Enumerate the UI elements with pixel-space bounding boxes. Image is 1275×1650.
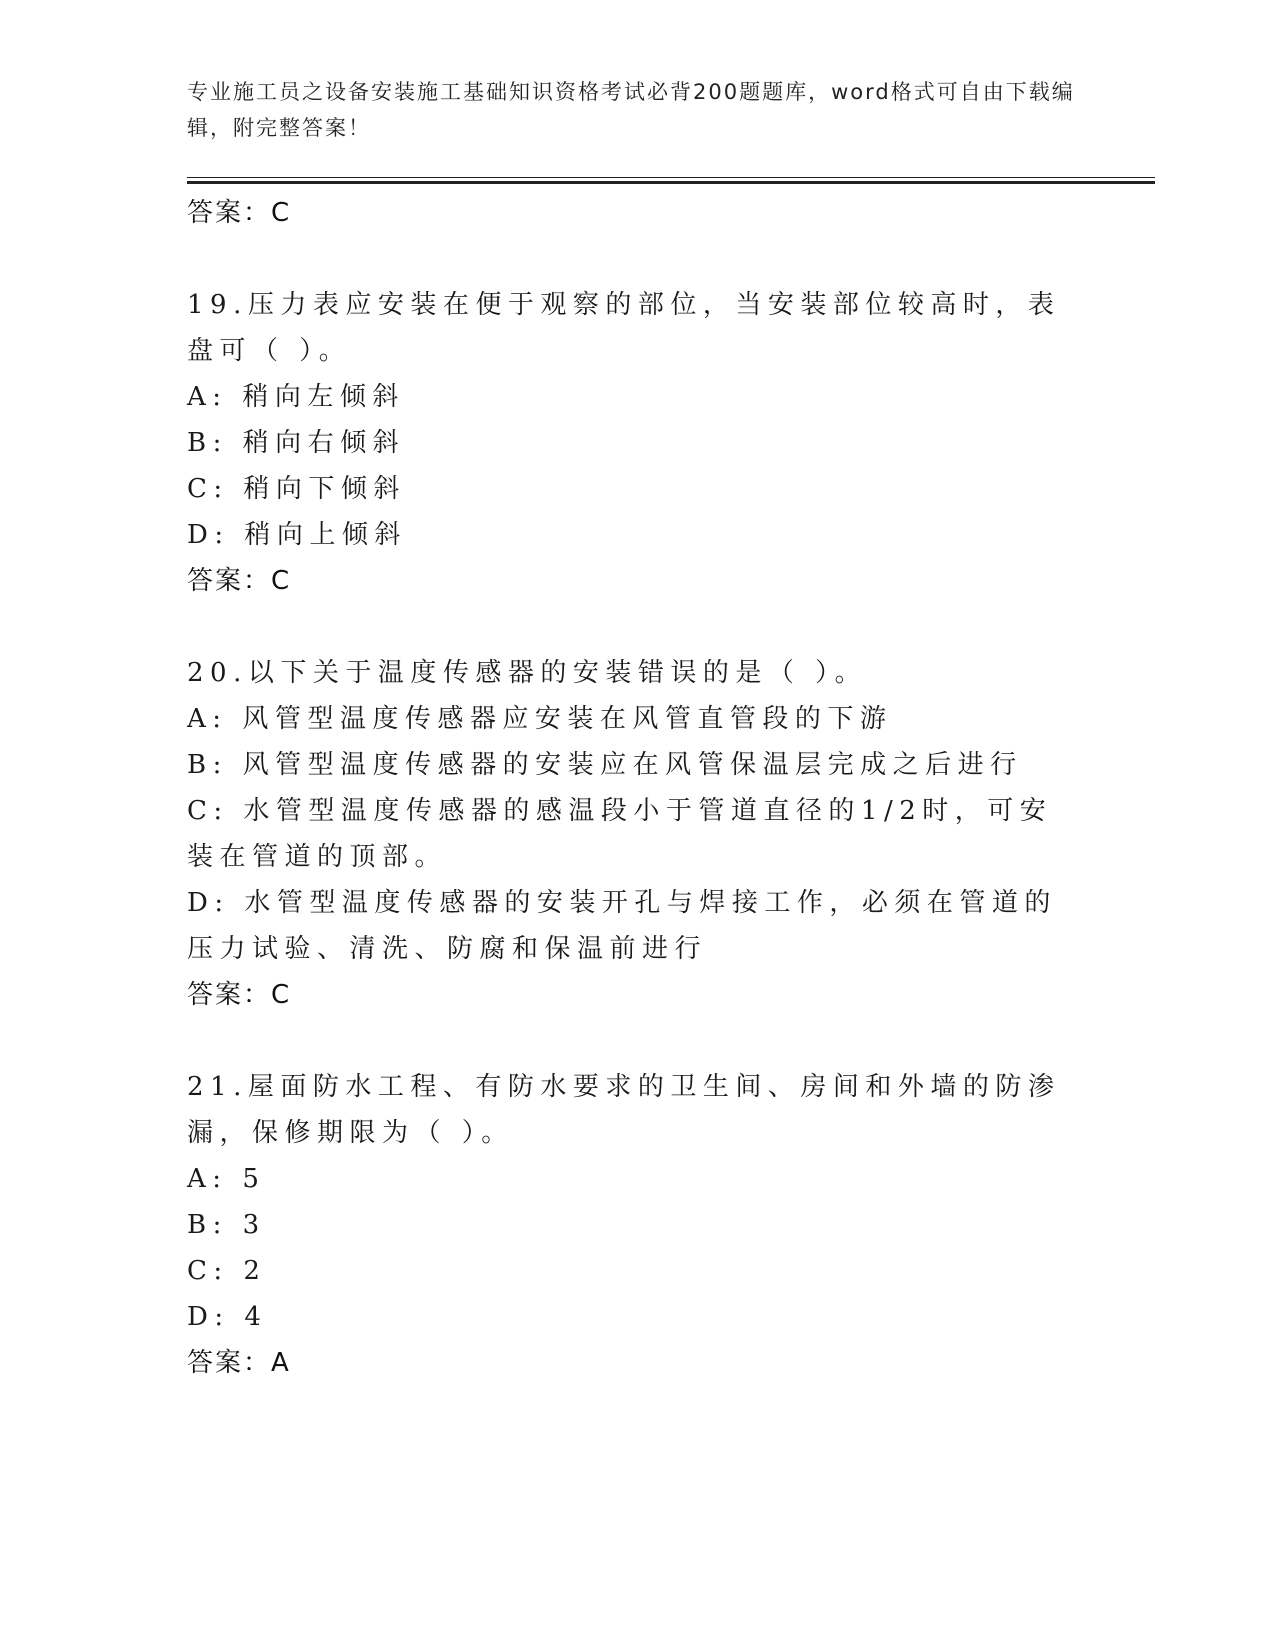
question-number: 19. <box>187 290 248 320</box>
option-key: C: <box>187 1256 229 1286</box>
question-stem <box>187 1064 1067 1156</box>
question-text: 压力表应安装在便于观察的部位，当安装部位较高时，表盘可（ ）。 <box>187 290 1061 366</box>
answer-value: C <box>271 566 291 596</box>
header-divider-thin <box>187 177 1155 178</box>
option-text: 稍向左倾斜 <box>242 382 405 412</box>
option-key: D: <box>187 520 230 550</box>
option-b <box>187 1202 1067 1248</box>
question-stem <box>187 650 1067 696</box>
option-text: 稍向上倾斜 <box>244 520 407 550</box>
option-key: B: <box>187 750 228 780</box>
option-text: 风管型温度传感器的安装应在风管保温层完成之后进行 <box>242 750 1023 780</box>
option-text: 稍向右倾斜 <box>242 428 406 458</box>
answer-value: A <box>271 1348 290 1378</box>
option-d <box>187 512 1067 558</box>
page-header <box>187 74 1087 146</box>
option-d <box>187 880 1067 972</box>
answer-line <box>187 190 1067 236</box>
question-number: 20. <box>187 658 248 688</box>
option-c <box>187 1248 1067 1294</box>
question-21 <box>187 1064 1067 1386</box>
question-list <box>187 190 1067 1386</box>
answer-value: C <box>271 980 291 1010</box>
option-key: B: <box>187 1210 228 1240</box>
option-key: D: <box>187 1302 230 1332</box>
option-a <box>187 696 1067 742</box>
option-key: B: <box>187 428 228 458</box>
option-key: A: <box>187 704 228 734</box>
option-text: 稍向下倾斜 <box>243 474 406 504</box>
header-divider-thick <box>187 181 1155 184</box>
option-b <box>187 742 1067 788</box>
option-c <box>187 788 1067 880</box>
question-text: 以下关于温度传感器的安装错误的是（ ）。 <box>247 658 868 688</box>
option-text: 3 <box>242 1210 266 1240</box>
option-text: 2 <box>243 1256 267 1286</box>
option-key: C: <box>187 474 229 504</box>
option-d <box>187 1294 1067 1340</box>
question-19 <box>187 282 1067 604</box>
answer-line <box>187 972 1067 1018</box>
option-a <box>187 374 1067 420</box>
answer-label: 答案： <box>187 198 272 228</box>
option-text: 水管型温度传感器的安装开孔与焊接工作，必须在管道的压力试验、清洗、防腐和保温前进行 <box>187 888 1057 964</box>
option-text: 4 <box>244 1302 268 1332</box>
question-20 <box>187 650 1067 1018</box>
option-c <box>187 466 1067 512</box>
document-title: 专业施工员之设备安装施工基础知识资格考试必背200题题库，word格式可自由下载编辑，附完整答案！ <box>187 80 1075 140</box>
option-text: 5 <box>242 1164 266 1194</box>
answer-line <box>187 558 1067 604</box>
option-text: 水管型温度传感器的感温段小于管道直径的1/2时，可安装在管道的顶部。 <box>187 796 1053 872</box>
answer-label: 答案： <box>187 566 272 596</box>
option-key: A: <box>187 1164 228 1194</box>
answer-value: C <box>271 198 291 228</box>
question-stem <box>187 282 1067 374</box>
option-b <box>187 420 1067 466</box>
question-text: 屋面防水工程、有防水要求的卫生间、房间和外墙的防渗漏，保修期限为（ ）。 <box>187 1072 1061 1148</box>
option-key: D: <box>187 888 230 918</box>
option-key: A: <box>187 382 228 412</box>
answer-label: 答案： <box>187 980 272 1010</box>
answer-line <box>187 1340 1067 1386</box>
option-key: C: <box>187 796 229 826</box>
answer-label: 答案： <box>187 1348 272 1378</box>
option-a <box>187 1156 1067 1202</box>
option-text: 风管型温度传感器应安装在风管直管段的下游 <box>242 704 893 734</box>
question-number: 21. <box>187 1072 248 1102</box>
